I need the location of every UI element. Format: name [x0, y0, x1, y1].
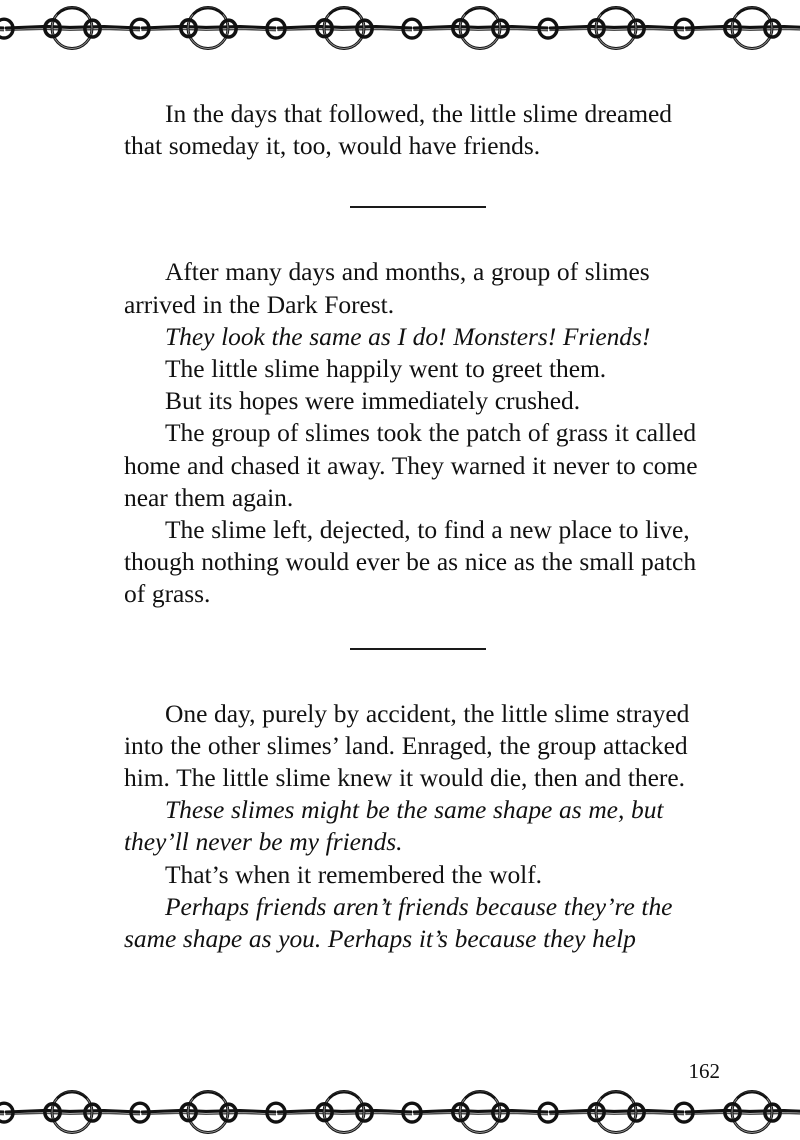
chain-border-bottom — [0, 1084, 800, 1140]
spacer-before-divider-1 — [124, 162, 712, 206]
spacer-after-divider-2 — [124, 650, 712, 698]
paragraph: But its hopes were immediately crushed. — [165, 386, 581, 416]
page-number: 162 — [688, 1059, 720, 1083]
paragraph: The slime left, dejected, to find a new place to live, though nothing would ever be as nice as the small patch of grass. — [124, 515, 697, 609]
divider-rule — [350, 648, 486, 650]
divider-rule — [350, 206, 486, 208]
paragraph: One day, purely by accident, the little slime strayed into the other slimes’ land. Enraged, the group attacked him. The little slime knew it would die, then and there. — [124, 698, 690, 793]
paragraph-italic: These slimes might be the same shape as me, but they’ll never be my friends. — [124, 795, 664, 857]
text-block-2 — [124, 256, 712, 610]
paragraph: In the days that followed, the little slime dreamed that someday it, too, would have friends. — [124, 99, 672, 161]
text-block-3 — [124, 698, 712, 956]
chain-border-top-graphic — [0, 0, 800, 56]
spacer-after-divider-1 — [124, 208, 712, 256]
paragraph: That’s when it remembered the wolf. — [165, 859, 542, 889]
text-block-1 — [124, 98, 712, 162]
paragraph-italic: They look the same as I do! Monsters! Friends! — [165, 321, 651, 351]
paragraph: After many days and months, a group of slimes arrived in the Dark Forest. — [124, 257, 650, 319]
paragraph: The group of slimes took the patch of grass it called home and chased it away. They warned it never to come near them again. — [124, 418, 698, 512]
paragraph-italic: Perhaps friends aren’t friends because they’re the same shape as you. Perhaps it’s because they help — [124, 891, 673, 954]
paragraph: The little slime happily went to greet them. — [165, 354, 607, 384]
chain-border-bottom-graphic — [0, 1084, 800, 1140]
spacer-before-divider-2 — [124, 611, 712, 648]
page-text-column — [124, 98, 712, 955]
chain-border-top — [0, 0, 800, 56]
